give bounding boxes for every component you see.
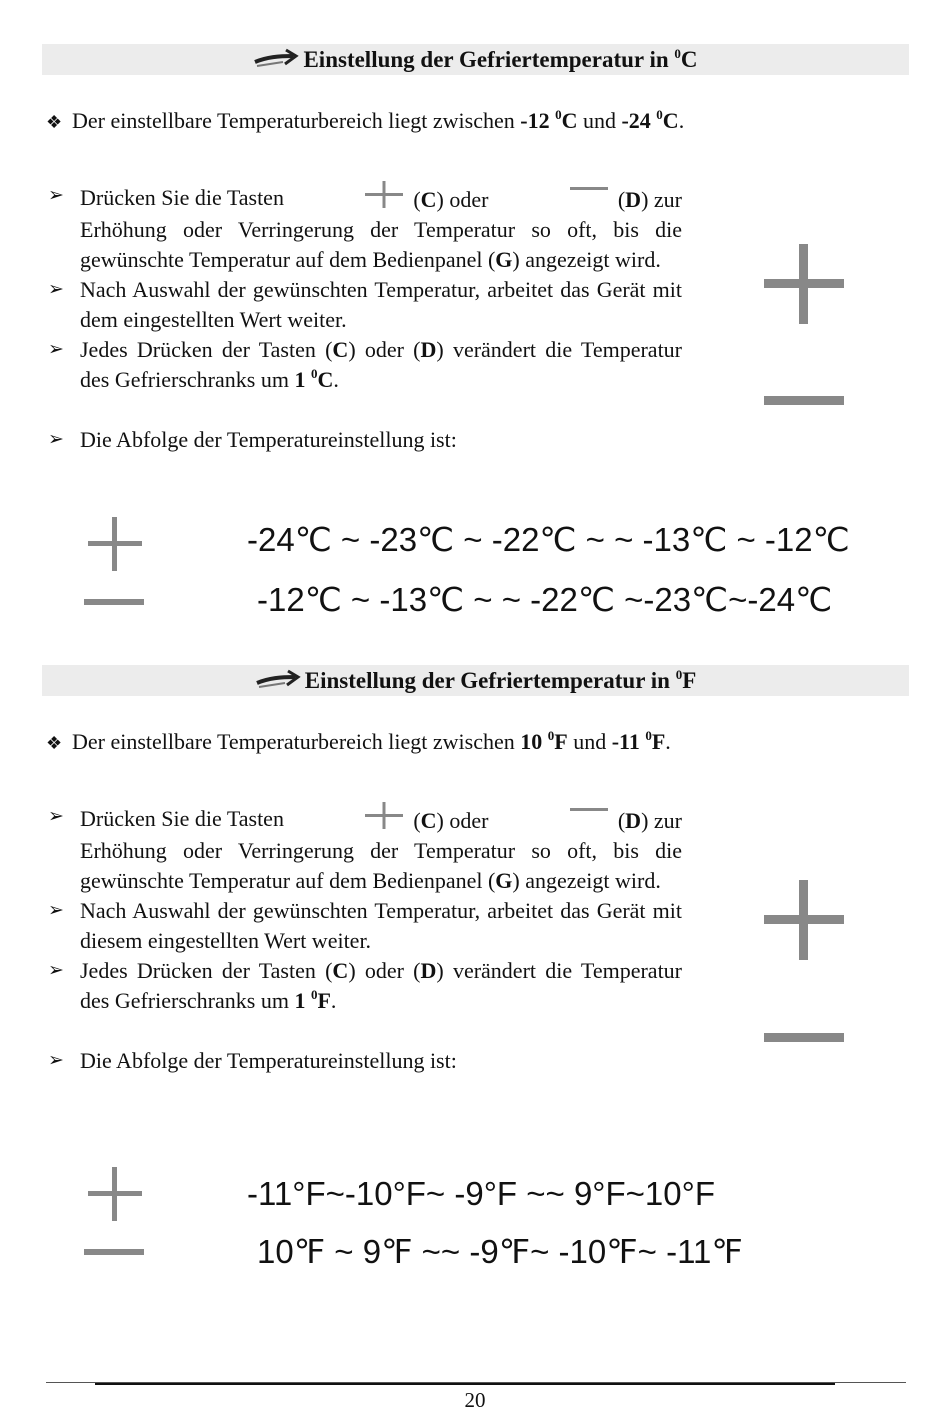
range-min: -12 (520, 108, 556, 133)
unit-label: F (682, 668, 697, 693)
arrow-bullet-icon: ➢ (48, 1050, 64, 1071)
unit-label: F (651, 729, 666, 754)
key-label: C (332, 958, 349, 983)
instruction-text: Die Abfolge der Temperatureinstellung ist: (80, 1048, 457, 1073)
list-item (46, 896, 682, 956)
plus-icon (762, 242, 846, 326)
list-item (46, 425, 682, 455)
range-max: -11 (611, 729, 646, 754)
unit-label: C (680, 47, 698, 72)
range-intro (46, 729, 671, 756)
plus-icon (363, 181, 407, 209)
instruction-list (46, 802, 682, 1076)
arrow-bullet-icon: ➢ (48, 960, 64, 981)
arrow-bullet-icon: ➢ (48, 900, 64, 921)
unit-label: F (554, 729, 568, 754)
instruction-text: ) verändert die Temperatur des Gefrierschranks um (80, 337, 683, 392)
list-item (46, 956, 682, 1016)
instruction-text: ) zur (641, 808, 682, 833)
section-title: Einstellung der Gefriertemperatur in (304, 668, 676, 693)
diamond-bullet-icon: ❖ (46, 733, 63, 753)
instruction-text: ) angezeigt wird. (512, 247, 661, 272)
degree-sup: 0 (547, 728, 555, 743)
instruction-text: ( (617, 808, 626, 833)
instruction-text: ) oder (436, 187, 489, 212)
arrow-bullet-icon: ➢ (48, 279, 64, 300)
intro-text: Der einstellbare Temperaturbereich liegt zwischen (72, 108, 521, 133)
instruction-text: Drücken Sie die Tasten (80, 185, 284, 210)
list-item (46, 275, 682, 335)
key-label: D (625, 808, 642, 833)
instruction-text: Nach Auswahl der gewünschten Temperatur, arbeitet das Gerät mit diesem eingestellten Wert weiter. (80, 898, 682, 953)
plus-icon (87, 1166, 143, 1222)
instruction-text: . (333, 367, 339, 392)
instruction-text: Erhöhung oder Verringerung der Temperatur so oft, bis die gewünschte Temperatur auf dem Bedienpanel ( (80, 838, 682, 893)
key-label: C (332, 337, 349, 362)
instruction-text: ( (413, 808, 421, 833)
instruction-text: ( (413, 187, 421, 212)
minus-icon (568, 181, 612, 209)
instruction-text: ) verändert die Temperatur des Gefrierschranks um (80, 958, 683, 1013)
step-value: 1 (294, 367, 311, 392)
key-label: C (420, 187, 437, 212)
list-item (46, 181, 682, 275)
instruction-text: ) oder ( (348, 337, 421, 362)
instruction-list (46, 181, 682, 455)
degree-sup: 0 (675, 667, 683, 682)
range-intro (46, 108, 684, 135)
intro-text: und (567, 729, 612, 754)
intro-text: . (678, 108, 685, 133)
plus-icon (363, 802, 407, 830)
key-label: G (495, 247, 513, 272)
step-value: 1 (294, 988, 311, 1013)
instruction-text: Jedes Drücken der Tasten ( (80, 337, 333, 362)
arrow-bullet-icon: ➢ (48, 806, 64, 827)
degree-sup: 0 (674, 46, 681, 61)
sequence-decrease: -12℃ ~ -13℃ ~ ~ -22℃ ~-23℃~-24℃ (257, 581, 833, 618)
plus-icon (87, 516, 143, 572)
minus-icon (762, 394, 846, 408)
footer-divider (95, 1383, 835, 1385)
degree-sup: 0 (645, 728, 652, 743)
instruction-text: ) oder (436, 808, 489, 833)
arrow-icon (255, 668, 301, 690)
plus-icon (762, 878, 846, 962)
intro-text: und (577, 108, 622, 133)
instruction-text: ) angezeigt wird. (512, 868, 661, 893)
key-label: D (420, 337, 437, 362)
range-max: -24 (621, 108, 657, 133)
instruction-text: ( (617, 187, 626, 212)
degree-sup: 0 (555, 107, 562, 122)
diamond-bullet-icon: ❖ (46, 112, 63, 132)
instruction-text: Drücken Sie die Tasten (80, 806, 284, 831)
instruction-text: Erhöhung oder Verringerung der Temperatur so oft, bis die gewünschte Temperatur auf dem Bedienpanel ( (80, 217, 682, 272)
instruction-text: ) oder ( (348, 958, 421, 983)
minus-icon (762, 1031, 846, 1045)
range-min: 10 (520, 729, 548, 754)
minus-icon (83, 1247, 145, 1259)
arrow-bullet-icon: ➢ (48, 429, 64, 450)
instruction-text: . (330, 988, 337, 1013)
section-title: Einstellung der Gefriertemperatur in (303, 47, 675, 72)
list-item (46, 335, 682, 395)
degree-sup: 0 (310, 987, 318, 1002)
minus-icon (83, 597, 145, 609)
key-label: D (625, 187, 642, 212)
section-header-celsius (42, 44, 909, 75)
intro-text: Der einstellbare Temperaturbereich liegt zwischen (72, 729, 521, 754)
sequence-increase: -24℃ ~ -23℃ ~ -22℃ ~ ~ -13℃ ~ -12℃ (247, 521, 850, 558)
key-label: C (420, 808, 437, 833)
unit-label: C (317, 367, 334, 392)
key-label: G (495, 868, 513, 893)
degree-sup: 0 (656, 107, 663, 122)
list-item (46, 802, 682, 896)
page-number: 20 (464, 1388, 486, 1412)
sequence-decrease: 10℉ ~ 9℉ ~~ -9℉~ -10℉~ -11℉ (257, 1233, 743, 1270)
key-label: D (420, 958, 437, 983)
intro-text: . (665, 729, 671, 754)
unit-label: C (561, 108, 578, 133)
instruction-text: Jedes Drücken der Tasten ( (80, 958, 333, 983)
minus-icon (568, 802, 612, 830)
arrow-bullet-icon: ➢ (48, 339, 64, 360)
arrow-icon (253, 47, 299, 69)
arrow-bullet-icon: ➢ (48, 185, 64, 206)
unit-label: F (317, 988, 331, 1013)
instruction-text: Nach Auswahl der gewünschten Temperatur, arbeitet das Gerät mit dem eingestellten Wert weiter. (80, 277, 682, 332)
instruction-text: Die Abfolge der Temperatureinstellung ist: (80, 427, 457, 452)
list-item (46, 1046, 682, 1076)
section-header-fahrenheit (42, 665, 909, 696)
unit-label: C (662, 108, 679, 133)
sequence-increase: -11°F~-10°F~ -9°F ~~ 9°F~10°F (247, 1175, 715, 1212)
degree-sup: 0 (310, 366, 318, 381)
instruction-text: ) zur (641, 187, 682, 212)
